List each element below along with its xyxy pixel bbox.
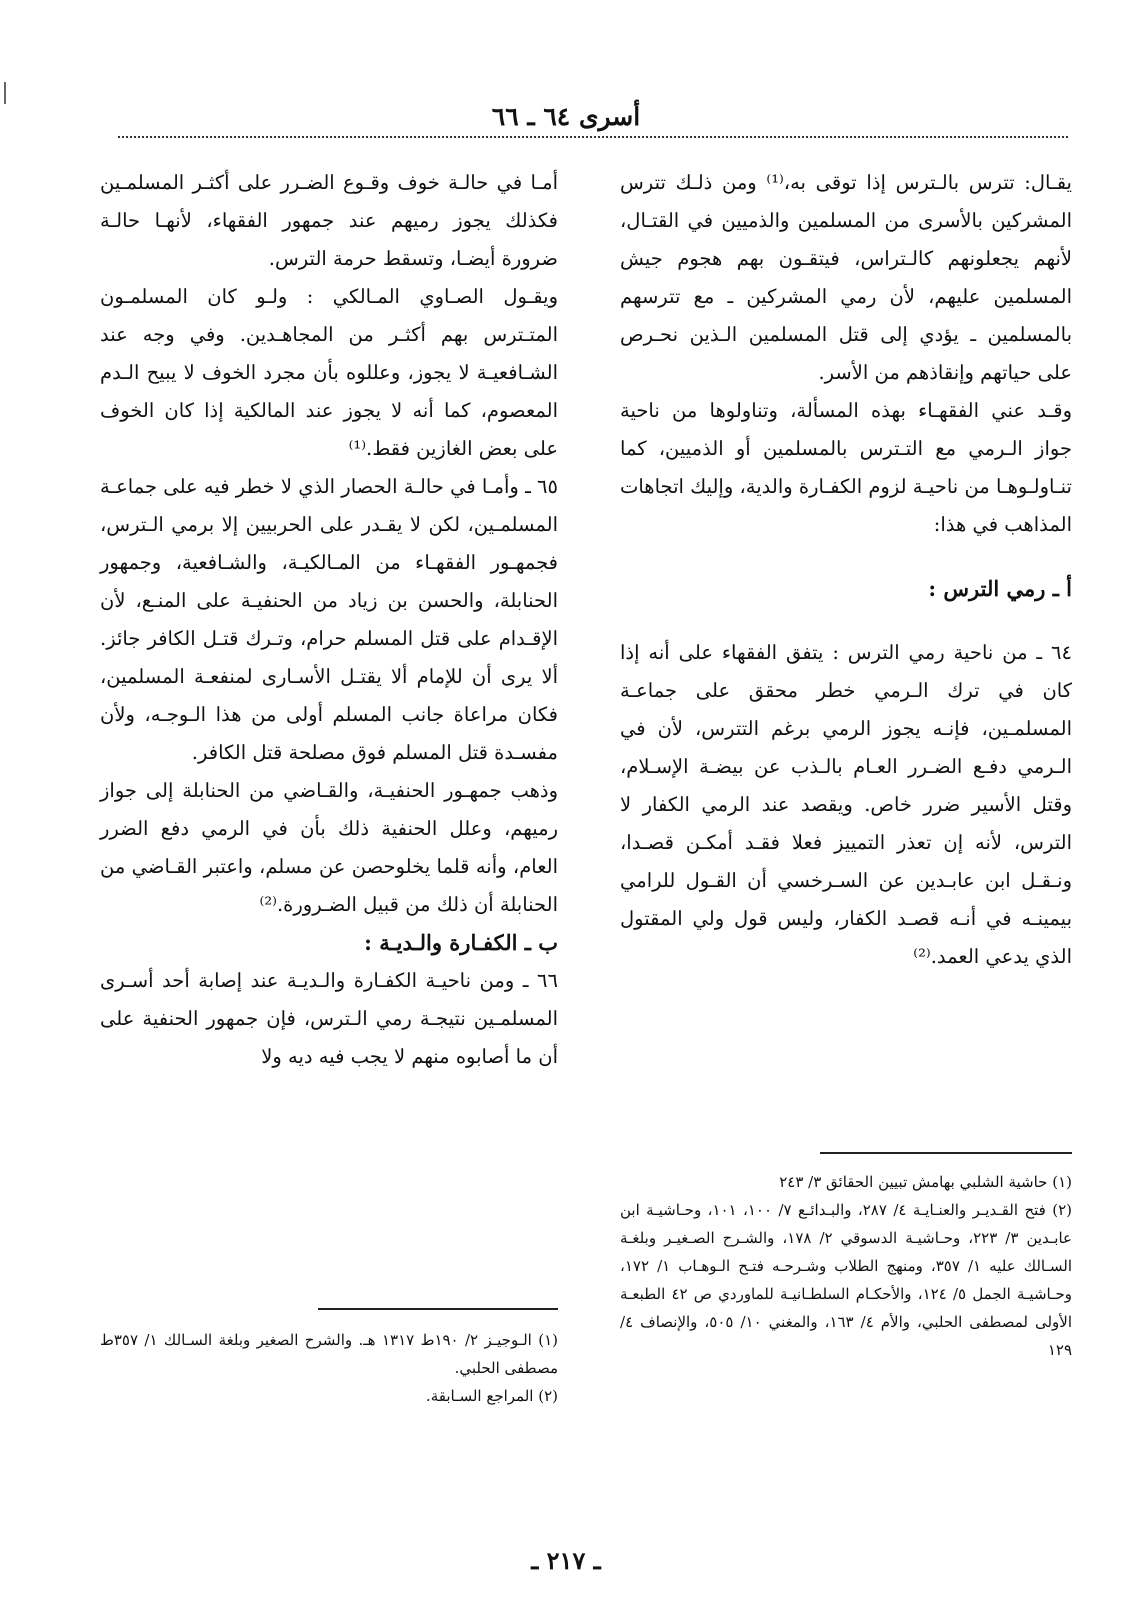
paragraph: وقـد عني الفقهـاء بهذه المسألة، وتناولوها من ناحية جواز الـرمي مع التـترس بالمسلمين أو الذميين، كما تنـاولـوهـا من ناحيـة لزوم الكفـارة والدية، وإليك اتجاهات المذاهب في هذا: [620,399,1072,536]
footnote: (١) الـوجيـز ٢/ ١٩٠ط ١٣١٧ هـ. والشرح الصغير وبلغة السـالك ١/ ٣٥٧ط مصطفى الحلبي. [100,1331,558,1377]
paragraph-66: ٦٦ ـ ومن ناحيـة الكفـارة والـديـة عند إصابة أحد أسـرى المسلمـين نتيجـة رمي الـترس، فإن جمهور الحنفية على أن ما أصابوه منهم لا يجب فيه ديه ولا [100,969,558,1068]
paragraph: أمـا في حالـة خوف وقـوع الضـرر على أكثـر المسلمـين فكذلك يجوز رميهم عند جمهور الفقهاء، لأنهـا حالـة ضرورة أيضـا، وتسقط حرمة الترس. [100,171,558,270]
paragraph: يقـال: تترس بالـترس إذا توقى به،⁽¹⁾ ومن ذلـك تترس المشركين بالأسرى من المسلمين والذميين في القتـال، لأنهم يجعلونهم كالـتراس، فيتقـون بهم هجوم جيش المسلمين عليهم، لأن رمي المشركين ـ مع تترسهم بالمسلمين ـ يؤدي إلى قتل المسلمين الـذين نحـرص على حياتهم وإنقاذهم من الأسر. [620,171,1072,384]
footnote: (٢) فتح القـديـر والعنـايـة ٤/ ٢٨٧، والبـدائـع ٧/ ١٠٠، ١٠١، وحـاشيـة ابن عابـدين ٣/ ٢٢٣، وحـاشيـة الدسوقي ٢/ ١٧٨، والشـرح الصـغيـر وبلغـة السـالك عليه ١/ ٣٥٧، ومنهج الطلاب وشـرحـه فتـح الـوهـاب ١/ ١٧٢، وحـاشيـة الجمل ٥/ ١٢٤، والأحكـام السلطـانيـة للماوردي ص ٤٢ الطبعـة الأولى لمصطفى الحلبي، والأم ٤/ ١٦٣، والمغني ١٠/ ٥٠٥، والإنصاف ٤/ ١٢٩ [620,1201,1073,1359]
paragraph: وذهب جمهـور الحنفيـة، والقـاضي من الحنابلة إلى جواز رميهم، وعلل الحنفية ذلك بأن في الرمي دفع الضرر العام، وأنه قلما يخلوحصن عن مسلم، واعتبر القـاضي من الحنابلة أن ذلك من قبيل الضـرورة.⁽²⁾ [100,779,558,916]
section-heading-a: أ ـ رمي الترس : [928,576,1072,601]
right-column [620,164,1072,976]
footnote-divider-left [318,1308,558,1310]
page-header: أسرى ٦٤ ـ ٦٦ [491,102,641,131]
page-number: ـ ٢١٧ ـ [531,1546,601,1575]
footnote: (١) حاشية الشلبي بهامش تبيين الحقائق ٣/ ٢٤٣ [779,1173,1072,1191]
footnotes-right [620,1168,1072,1364]
paragraph-64: ٦٤ ـ من ناحية رمي الترس : يتفق الفقهاء على أنه إذا كان في ترك الـرمي خطر محقق على جماعـة المسلمـين، فإنـه يجوز الرمي برغم التترس، لأن في الـرمي دفـع الضـرر العـام بالـذب عن بيضـة الإسـلام، وقتل الأسير ضرر خاص. ويقصد عند الرمي الكفار لا الترس، لأنه إن تعذر التمييز فعلا فقـد أمكـن قصـدا، ونـقـل ابن عابـدين عن السـرخسي أن القـول للرامي بيمينـه في أنـه قصـد الكفار، وليس قول ولي المقتول الذي يدعي العمد.⁽²⁾ [620,641,1072,968]
footnote: (٢) المراجع السـابقة. [425,1387,558,1405]
footnote-divider-right [820,1152,1072,1154]
section-heading-b: ب ـ الكفـارة والـديـة : [364,930,558,955]
header-divider [118,136,1068,138]
footnotes-left [100,1326,558,1410]
scan-margin-mark [4,82,6,104]
left-column [100,164,558,1076]
paragraph: ويقـول الصـاوي المـالكي : ولـو كان المسلمـون المتـترس بهم أكثـر من المجاهـدين. وفي وجه عند الشـافعيـة لا يجوز، وعللوه بأن مجرد الخوف لا يبيح الـدم المعصوم، كما أنه لا يجوز عند المالكية إذا كان الخوف على بعض الغازين فقط.⁽¹⁾ [100,285,558,460]
paragraph-65: ٦٥ ـ وأمـا في حالـة الحصار الذي لا خطر فيه على جماعـة المسلمـين، لكن لا يقـدر على الحربيين إلا برمي الـترس، فجمهـور الفقهـاء من المـالكيـة، والشـافعية، وجمهور الحنابلة، والحسن بن زياد من الحنفيـة على المنـع، لأن الإقـدام على قتل المسلم حرام، وتـرك قتـل الكافر جائز. ألا يرى أن للإمام ألا يقتـل الأسـارى لمنفعـة المسلمين، فكان مراعاة جانب المسلم أولى من هذا الـوجـه، ولأن مفسـدة قتل المسلم فوق مصلحة قتل الكافر. [100,475,558,764]
